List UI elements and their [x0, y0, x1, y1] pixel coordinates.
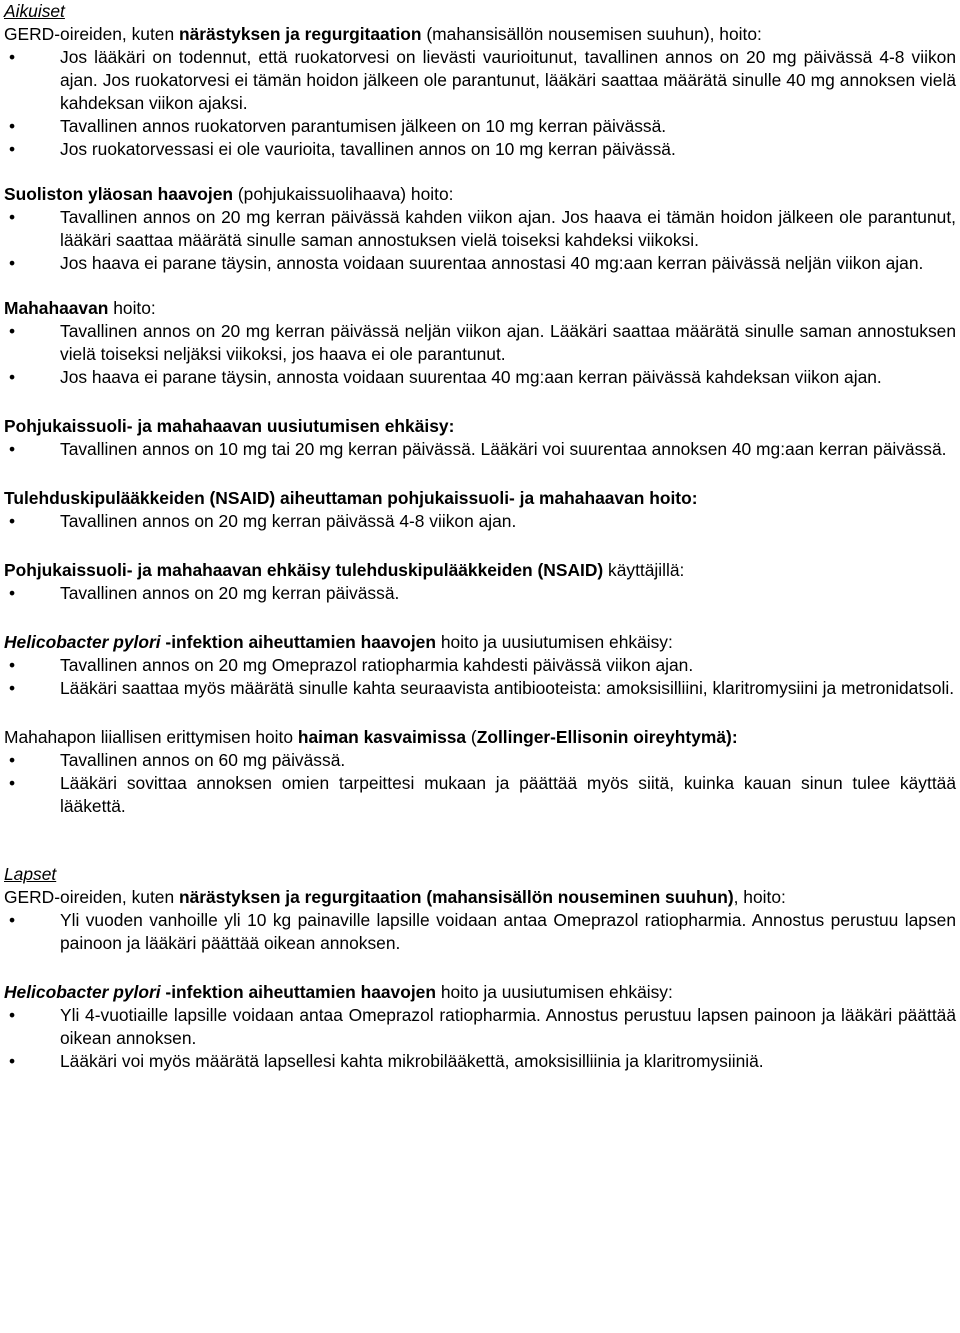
list-item: • Jos haava ei parane täysin, annosta voidaan suurentaa 40 mg:aan kerran päivässä kahdeksan viikon ajan. — [8, 367, 882, 387]
list-item: • Jos lääkäri on todennut, että ruokatorvesi on lievästi vaurioitunut, tavallinen annos on 20 mg päivässä 4-8 viikon ajan. Jos ruokatorvesi ei tämän hoidon jälkeen ole parantunut, lääkäri saattaa määrätä sinulle 40 mg annoksen vielä kahdeksan viikon ajaksi. — [8, 47, 956, 113]
list-item: • Yli vuoden vanhoille yli 10 kg painaville lapsille voidaan antaa Omeprazol ratiopharmia. Annostus perustuu lapsen painoon ja lääkäri päättää oikean annoksen. — [8, 910, 956, 953]
duodenal-intro: Suoliston yläosan haavojen (pohjukaissuolihaava) hoito: — [4, 184, 454, 204]
zollinger-intro: Mahahapon liiallisen erittymisen hoito haiman kasvaimissa (Zollinger-Ellisonin oireyhtymä): — [4, 727, 738, 747]
nsaid-treatment-intro: Tulehduskipulääkkeiden (NSAID) aiheuttaman pohjukaissuoli- ja mahahaavan hoito: — [4, 488, 698, 508]
gastric-list — [4, 320, 956, 389]
nsaid-prevention-intro: Pohjukaissuoli- ja mahahaavan ehkäisy tulehduskipulääkkeiden (NSAID) käyttäjillä: — [4, 560, 685, 580]
recurrence-list — [4, 438, 956, 461]
child-gerd-list — [4, 909, 956, 955]
list-item: • Jos haava ei parane täysin, annosta voidaan suurentaa annostasi 40 mg:aan kerran päivässä neljän viikon ajan. — [8, 253, 924, 273]
gerd-list — [4, 46, 956, 161]
section-heading-children: Lapset — [4, 864, 57, 884]
list-item: • Tavallinen annos on 20 mg kerran päivässä. — [8, 583, 400, 603]
list-item: • Tavallinen annos on 20 mg kerran päivässä 4-8 viikon ajan. — [8, 511, 517, 531]
list-item: • Tavallinen annos on 20 mg Omeprazol ratiopharmia kahdesti päivässä viikon ajan. — [8, 655, 694, 675]
list-item: • Tavallinen annos on 60 mg päivässä. — [8, 750, 346, 770]
nsaid-treatment-list — [4, 510, 956, 533]
gerd-intro: GERD-oireiden, kuten närästyksen ja regurgitaation (mahansisällön nousemisen suuhun), hoito: — [4, 24, 762, 44]
zollinger-list — [4, 749, 956, 818]
nsaid-prevention-list — [4, 582, 956, 605]
list-item: • Tavallinen annos ruokatorven parantumisen jälkeen on 10 mg kerran päivässä. — [8, 116, 667, 136]
hpylori-list — [4, 654, 956, 700]
list-item: • Lääkäri saattaa myös määrätä sinulle kahta seuraavista antibiooteista: amoksisilliini, klaritromysiini ja metronidatsoli. — [8, 678, 955, 698]
duodenal-list — [4, 206, 956, 275]
list-item: • Tavallinen annos on 20 mg kerran päivässä neljän viikon ajan. Lääkäri saattaa määrätä sinulle saman annostuksen vielä toiseksi neljäksi viikoksi, jos haava ei ole parantunut. — [8, 321, 956, 364]
child-gerd-intro: GERD-oireiden, kuten närästyksen ja regurgitaation (mahansisällön nouseminen suuhun), hoito: — [4, 887, 786, 907]
list-item: • Tavallinen annos on 20 mg kerran päivässä kahden viikon ajan. Jos haava ei tämän hoidon jälkeen ole parantunut, lääkäri saattaa määrätä sinulle saman annostuksen vielä toiseksi kahdeksi viikoksi. — [8, 207, 956, 250]
list-item: • Jos ruokatorvessasi ei ole vaurioita, tavallinen annos on 10 mg kerran päivässä. — [8, 139, 676, 159]
list-item: • Lääkäri sovittaa annoksen omien tarpeittesi mukaan ja päättää myös siitä, kuinka kauan sinun tulee käyttää lääkettä. — [8, 773, 956, 816]
child-hpylori-list — [4, 1004, 956, 1073]
recurrence-intro: Pohjukaissuoli- ja mahahaavan uusiutumisen ehkäisy: — [4, 416, 455, 436]
hpylori-intro: Helicobacter pylori -infektion aiheuttamien haavojen hoito ja uusiutumisen ehkäisy: — [4, 632, 673, 652]
list-item: • Lääkäri voi myös määrätä lapsellesi kahta mikrobilääkettä, amoksisilliinia ja klaritromysiiniä. — [8, 1051, 764, 1071]
section-heading-adults: Aikuiset — [4, 1, 65, 21]
child-hpylori-intro: Helicobacter pylori -infektion aiheuttamien haavojen hoito ja uusiutumisen ehkäisy: — [4, 982, 673, 1002]
list-item: • Tavallinen annos on 10 mg tai 20 mg kerran päivässä. Lääkäri voi suurentaa annoksen 40 mg:aan kerran päivässä. — [8, 439, 947, 459]
gastric-intro: Mahahaavan hoito: — [4, 298, 156, 318]
list-item: • Yli 4-vuotiaille lapsille voidaan antaa Omeprazol ratiopharmia. Annostus perustuu lapsen painoon ja lääkäri päättää oikean annoksen. — [8, 1005, 956, 1048]
